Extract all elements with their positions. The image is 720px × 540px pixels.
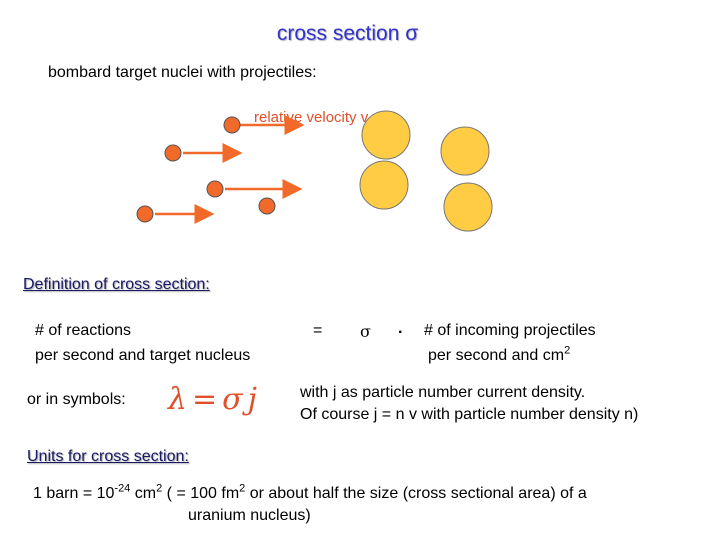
velocity-arrows [155, 125, 302, 214]
sigma-symbol: σ [360, 322, 371, 341]
projectile [165, 145, 181, 161]
rhs-line-1: # of incoming projectiles [424, 322, 596, 339]
definition-heading: Definition of cross section: [23, 276, 210, 293]
target-nucleus [441, 127, 489, 175]
projectiles [137, 117, 275, 222]
units-line-1: 1 barn = $10^{-24}$ $cm^2$ ( = 100 $fm^2$ or about half the size (cross sectional area) of a [33, 482, 587, 502]
intro-text: bombard target nuclei with projectiles: [48, 64, 317, 81]
target-nucleus [444, 183, 492, 231]
multiply-dot: . [398, 320, 403, 337]
lhs-line-1: # of reactions [35, 322, 132, 339]
target-nucleus [360, 161, 408, 209]
projectile [224, 117, 240, 133]
note-line-1: with j as particle number current density. [300, 384, 586, 401]
velocity-label: relative velocity v [254, 109, 369, 126]
units-heading: Units for cross section: [27, 448, 189, 465]
symbols-label: or in symbols: [27, 391, 126, 408]
equals-sign: = [313, 322, 323, 339]
formula-lambda-sigma-j: λ = σ j [168, 382, 257, 417]
note-line-2: Of course j = n v with particle number density n) [300, 406, 639, 423]
lhs-line-2: per second and target nucleus [35, 347, 251, 364]
projectile [207, 181, 223, 197]
projectile [259, 198, 275, 214]
rhs-line-2: per second and $cm^2$ [428, 344, 571, 364]
slide-title: cross section σ [276, 22, 419, 45]
units-line-2: uranium nucleus) [188, 507, 311, 524]
projectile [137, 206, 153, 222]
target-nuclei [360, 111, 492, 231]
target-nucleus [362, 111, 410, 159]
